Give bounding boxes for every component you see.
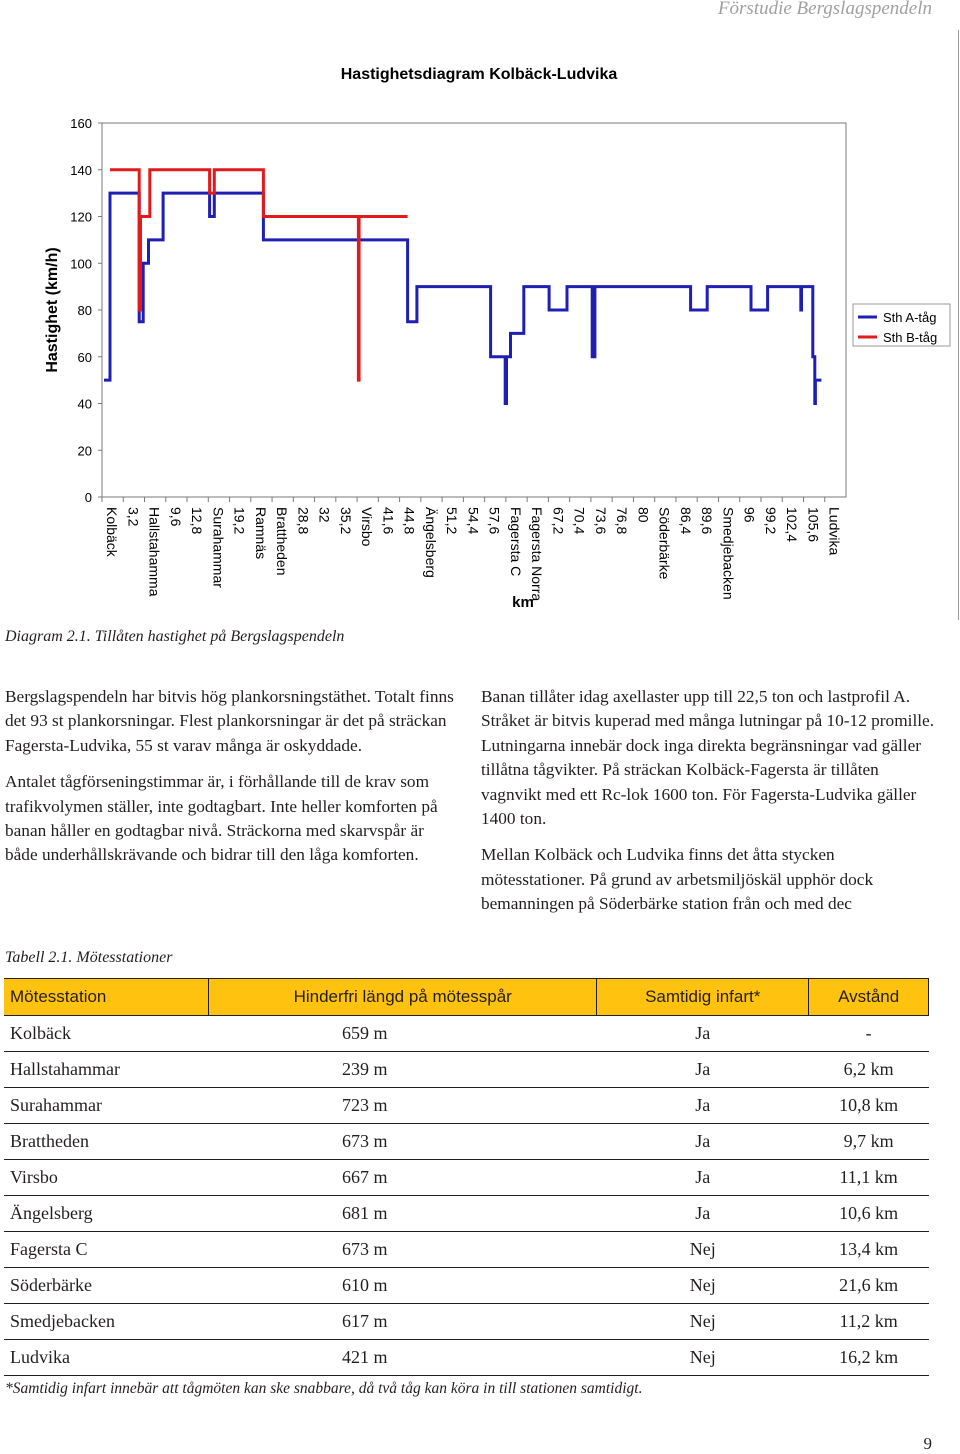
legend-label: Sth A-tåg	[883, 310, 937, 325]
x-tick-label: Söderbärke	[656, 507, 673, 580]
table-cell: 16,2 km	[809, 1340, 929, 1376]
table-cell: Ja	[597, 1016, 809, 1052]
x-tick-label: 96	[741, 507, 758, 523]
y-tick-label: 80	[77, 303, 92, 318]
x-tick-label: 32	[316, 507, 333, 523]
table-cell: Nej	[597, 1304, 809, 1340]
body-paragraph: Antalet tågförseningstimmar är, i förhållande till de krav som trafikvolymen ställer, inte godtagbart. Inte heller komforten på banan håller en godtagbar nivå. Sträckorna med skarvspår är både underhållskrävande och bidrar till den låga komforten.	[5, 772, 438, 865]
table-cell: 239 m	[209, 1052, 597, 1088]
x-tick-label: Hallstahamma	[146, 507, 163, 597]
table-cell: Ängelsberg	[4, 1196, 209, 1232]
x-tick-label: Surahammar	[210, 507, 227, 588]
table-row	[4, 1052, 929, 1088]
x-tick-label: 54,4	[465, 507, 482, 535]
table-cell: 723 m	[209, 1088, 597, 1124]
x-tick-label: 105,6	[805, 507, 822, 543]
x-tick-label: Smedjebacken	[720, 507, 737, 600]
table-row	[4, 1124, 929, 1160]
x-tick-label: Fagersta Norra	[529, 507, 546, 602]
table-body	[4, 1016, 929, 1376]
table-cell: Nej	[597, 1268, 809, 1304]
table-cell: 421 m	[209, 1340, 597, 1376]
table-row	[4, 1340, 929, 1376]
x-tick-label: 80	[635, 507, 652, 523]
table-cell: 21,6 km	[809, 1268, 929, 1304]
x-tick-label: 76,8	[614, 507, 631, 535]
table-cell: 617 m	[209, 1304, 597, 1340]
x-tick-label: Brattheden	[274, 507, 291, 576]
table-cell: 667 m	[209, 1160, 597, 1196]
x-tick-label: 57,6	[486, 507, 503, 535]
table-cell: Virsbo	[4, 1160, 209, 1196]
y-tick-label: 100	[70, 256, 92, 272]
body-right-column	[481, 685, 941, 929]
x-tick-label: 89,6	[699, 507, 716, 535]
table-cell: 9,7 km	[809, 1124, 929, 1160]
x-tick-label: Kolbäck	[104, 507, 120, 557]
body-left-column	[5, 685, 457, 880]
column-header: Mötesstation	[4, 979, 209, 1016]
table-cell: 10,8 km	[809, 1088, 929, 1124]
table-header-row	[4, 979, 929, 1016]
y-tick-label: 40	[77, 396, 92, 412]
legend-label: Sth B-tåg	[883, 330, 938, 345]
x-tick-label: 35,2	[337, 507, 354, 535]
x-tick-label: Virsbo	[359, 507, 376, 547]
x-tick-label: 70,4	[571, 507, 588, 535]
x-tick-label: 67,2	[550, 507, 567, 535]
table-cell: 673 m	[209, 1124, 597, 1160]
table-cell: Ja	[597, 1124, 809, 1160]
table-cell: Ja	[597, 1052, 809, 1088]
table-row	[4, 1016, 929, 1052]
table-cell: 11,1 km	[809, 1160, 929, 1196]
y-tick-label: 140	[70, 162, 92, 178]
series-line-b	[110, 170, 408, 380]
table-cell: 11,2 km	[809, 1304, 929, 1340]
table-cell: 6,2 km	[809, 1052, 929, 1088]
table-footnote: *Samtidig infart innebär att tågmöten kan ske snabbare, då två tåg kan köra in till stationen samtidigt.	[5, 1380, 643, 1397]
column-header: Hinderfri längd på mötesspår	[209, 979, 597, 1016]
x-tick-label: 3,2	[125, 507, 142, 527]
table-cell: 673 m	[209, 1232, 597, 1268]
column-header: Samtidig infart*	[597, 979, 809, 1016]
speed-chart	[0, 30, 959, 620]
x-tick-label: 73,6	[592, 507, 609, 535]
chart-title: Hastighetsdiagram Kolbäck-Ludvika	[340, 66, 618, 83]
table-cell: 659 m	[209, 1016, 597, 1052]
x-tick-label: Ramnäs	[252, 507, 269, 560]
table-cell: Smedjebacken	[4, 1304, 209, 1340]
y-axis-title: Hastighet (km/h)	[44, 247, 61, 373]
x-axis-title: km	[512, 594, 534, 611]
table-cell: 13,4 km	[809, 1232, 929, 1268]
table-cell: Ludvika	[4, 1340, 209, 1376]
table-cell: Kolbäck	[4, 1016, 209, 1052]
y-tick-label: 0	[84, 490, 92, 505]
x-tick-label: 9,6	[167, 507, 184, 527]
column-header: Avstånd	[809, 979, 929, 1016]
table-row	[4, 1268, 929, 1304]
x-tick-label: 86,4	[677, 507, 694, 535]
x-tick-label: 28,8	[295, 507, 312, 535]
meeting-stations-table	[4, 978, 929, 1376]
chart-plot	[0, 30, 958, 620]
y-tick-label: 20	[77, 443, 92, 459]
y-tick-label: 160	[70, 116, 92, 131]
table-cell: Fagersta C	[4, 1232, 209, 1268]
table-cell: 10,6 km	[809, 1196, 929, 1232]
table-row	[4, 1088, 929, 1124]
x-tick-label: 51,2	[444, 507, 461, 535]
y-tick-label: 60	[77, 349, 92, 365]
table-cell: 681 m	[209, 1196, 597, 1232]
table-caption: Tabell 2.1. Mötesstationer	[5, 949, 173, 966]
x-tick-label: Fagersta C	[507, 507, 524, 577]
x-tick-label: 99,2	[762, 507, 779, 535]
x-tick-label: Ludvika	[826, 507, 843, 556]
table-cell: Nej	[597, 1232, 809, 1268]
page-number: 9	[923, 1434, 932, 1453]
x-tick-label: 41,6	[380, 507, 397, 535]
table-cell: Brattheden	[4, 1124, 209, 1160]
table-row	[4, 1160, 929, 1196]
table-cell: Ja	[597, 1196, 809, 1232]
x-tick-label: 12,8	[189, 507, 206, 535]
series-line-a	[104, 193, 821, 403]
table-cell: Ja	[597, 1088, 809, 1124]
table-cell: 610 m	[209, 1268, 597, 1304]
table-cell: Surahammar	[4, 1088, 209, 1124]
x-tick-label: Ängelsberg	[422, 507, 439, 578]
table-cell: Nej	[597, 1340, 809, 1376]
x-tick-label: 102,4	[784, 507, 801, 543]
table-row	[4, 1196, 929, 1232]
table-row	[4, 1232, 929, 1268]
diagram-caption: Diagram 2.1. Tillåten hastighet på Bergslagspendeln	[5, 628, 345, 645]
table-cell: Söderbärke	[4, 1268, 209, 1304]
body-paragraph: Mellan Kolbäck och Ludvika finns det åtta stycken mötesstationer. På grund av arbetsmiljöskäl upphör dock bemanningen på Söderbärke station från och med dec	[481, 845, 874, 914]
y-tick-label: 120	[70, 209, 92, 225]
table-cell: -	[809, 1016, 929, 1052]
table-row	[4, 1304, 929, 1340]
x-tick-label: 19,2	[231, 507, 248, 535]
x-tick-label: 44,8	[401, 507, 418, 535]
body-paragraph: Banan tillåter idag axellaster upp till 22,5 ton och lastprofil A. Stråket är bitvis kuperad med många lutningar på 10-12 promille. Lutningarna innebär dock inga direkta begränsningar vad gäller tillåtna tågvikter. På sträckan Kolbäck-Fagersta är tillåten vagnvikt med ett Rc-lok 1600 ton. För Fagersta-Ludvika gäller 1400 ton.	[481, 687, 935, 829]
table-cell: Ja	[597, 1160, 809, 1196]
running-header: Förstudie Bergslagspendeln	[717, 0, 932, 19]
body-paragraph: Bergslagspendeln har bitvis hög plankorsningstäthet. Totalt finns det 93 st plankorsningar. Flest plankorsningar är det på sträckan Fagersta-Ludvika, 55 st varav många är oskyddade.	[5, 687, 454, 755]
table-cell: Hallstahammar	[4, 1052, 209, 1088]
